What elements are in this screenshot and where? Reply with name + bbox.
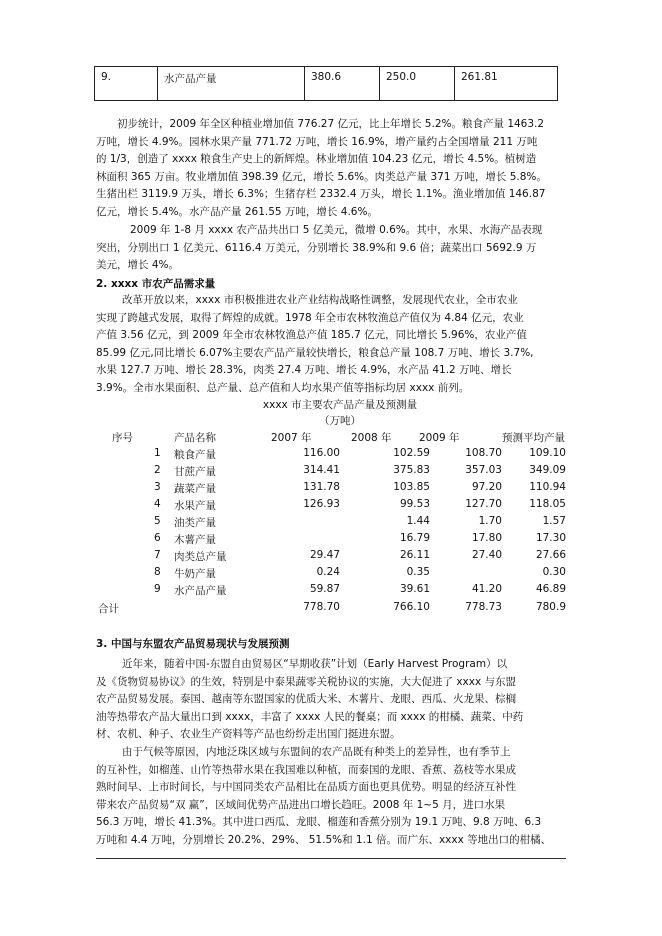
header-2009: 2009 年 (419, 432, 460, 444)
table-row: 9 水产品产量 59.87 39.61 41.20 46.89 (154, 583, 566, 597)
table-row: 8 牛奶产量 0.24 0.35 0.30 (154, 566, 566, 580)
header-2008: 2008 年 (351, 432, 392, 444)
table-row: 1 粮食产量 116.00 102.59 108.70 109.10 (154, 447, 566, 461)
header-no: 序号 (112, 432, 133, 444)
table-header-row (96, 430, 566, 447)
table-cell-num: 9. (95, 67, 158, 101)
header-pred: 预测平均产量 (502, 432, 565, 444)
table-total-row: 合计 778.70 766.10 778.73 780.9 (98, 601, 566, 615)
table-unit: （万吨） (319, 415, 361, 427)
production-table (96, 430, 566, 620)
paragraph-complementarity: 由于气候等原因，内地泛珠区域与东盟间的农产品既有种类上的差异性，也有季节上 的互补性，如榴莲、山竹等热带水果在我国难以种植，而泰国的龙眼、香蕉、荔枝等水果成 熟时间早、上市时间长，与中国同类农产品相比在品质方面也更具优势。明显的经济互补性 带来农产品贸易“双 赢”，区域间优势产品进出口增长趋旺。2008 年 1~5 月，进口水果 56.3 万吨，增长 41.3%。其中进口西瓜、龙眼、榴莲和香蕉分别为 19.1 万吨、9.8 万吨、6.3 万吨和 4.4 万吨，分别增长 20.2%、29%、 51.5%和 1.1 倍。而广东、xxxx 等地出口的柑橘、 (96, 746, 552, 846)
paragraph-planting-stats: 初步统计，2009 年全区种植业增加值 776.27 亿元，比上年增长 5.2%。粮食产量 1463.2 万吨，增长 4.9%。园林水果产量 771.72 万吨，增长 16.9%，增产量约占全国增量 211 万吨 的 1/3，创造了 xxxx 粮食生产史上的新辉煌。林业增加值 104.23 亿元，增长 4.5%。植树造 林面积 365 万亩。牧业增加值 398.39 亿元，增长 5.6%。肉类总产量 371 万吨，增长 5.8%。 生猪出栏 3119.9 万头，增长 6.3%；生猪存栏 2332.4 万头，增长 1.1%。渔业增加值 146.87 亿元，增长 5.4%。水产品产量 261.55 万吨，增长 4.6%。 (96, 118, 547, 218)
table-cell-v1: 380.6 (305, 67, 380, 101)
table-row: 7 肉类总产量 29.47 26.11 27.40 27.66 (154, 549, 566, 563)
paragraph-demand: 改革开放以来，xxxx 市积极推进农业产业结构战略性调整，发展现代农业，全市农业 实现了跨越式发展，取得了辉煌的成就。1978 年全市农林牧渔总产值仅为 4.84 亿元，农业 产值 3.56 亿元，到 2009 年全市农林牧渔总产值 185.7 亿元，同比增长 5.96%，农业产值 85.99 亿元,同比增长 6.07%主要农产品产量较快增长，粮食总产量 108.7 万吨、增长 3.7%, 水果 127.7 万吨、增长 28.3%，肉类 27.4 万吨、增长 4.9%，水产品 41.2 万吨、增长 3.9%。全市水果面积、总产量、总产值和人均水果产值等指标均居 xxxx 前列。 (96, 294, 534, 394)
table-cell-v3: 261.81 (455, 67, 558, 101)
header-2007: 2007 年 (271, 432, 312, 444)
section-heading-3: 3. 中国与东盟农产品贸易现状与发展预测 (96, 638, 290, 650)
table-row (95, 67, 558, 101)
table-row: 4 水果产量 126.93 99.53 127.70 118.05 (154, 498, 566, 512)
table-cell-v2: 250.0 (380, 67, 455, 101)
table-row: 6 木薯产量 16.79 17.80 17.30 (154, 532, 566, 546)
table-row: 3 蔬菜产量 131.78 103.85 97.20 110.94 (154, 481, 566, 495)
table-row: 2 甘蔗产量 314.41 375.83 357.03 349.09 (154, 464, 566, 478)
footer-rule (96, 858, 566, 859)
paragraph-export-stats: 2009 年 1-8 月 xxxx 农产品共出口 5 亿美元，微增 0.6%。其中，水果、水海产品表现 突出，分别出口 1 亿美元、6116.4 万美元，分别增长 38.9%和 9.6 倍；蔬菜出口 5692.9 万 美元，增长 4%。 (96, 224, 543, 272)
paragraph-asean-trade: 近年来，随着中国-东盟自由贸易区“早期收获”计划（Early Harvest Program）以 及《货物贸易协议》的生效，特别是中泰果蔬零关税协议的实施，大大促进了 xxxx 与东盟 农产品贸易发展。泰国、越南等东盟国家的优质大米、木薯片、龙眼、西瓜、火龙果、棕榈 油等热带农产品大量出口到 xxxx，丰富了 xxxx 人民的餐桌；而 xxxx 的柑橘、蔬菜、中药 材、农机、种子、农业生产资料等产品也纷纷走出国门挺进东盟。 (96, 658, 524, 741)
table-title: xxxx 市主要农产品产量及预测量 (262, 399, 418, 411)
section-heading-2: 2. xxxx 市农产品需求量 (96, 278, 216, 290)
top-table (94, 66, 558, 101)
header-name: 产品名称 (174, 432, 216, 444)
table-row: 5 油类产量 1.44 1.70 1.57 (154, 515, 566, 529)
table-cell-name: 水产品产量 (158, 67, 305, 101)
